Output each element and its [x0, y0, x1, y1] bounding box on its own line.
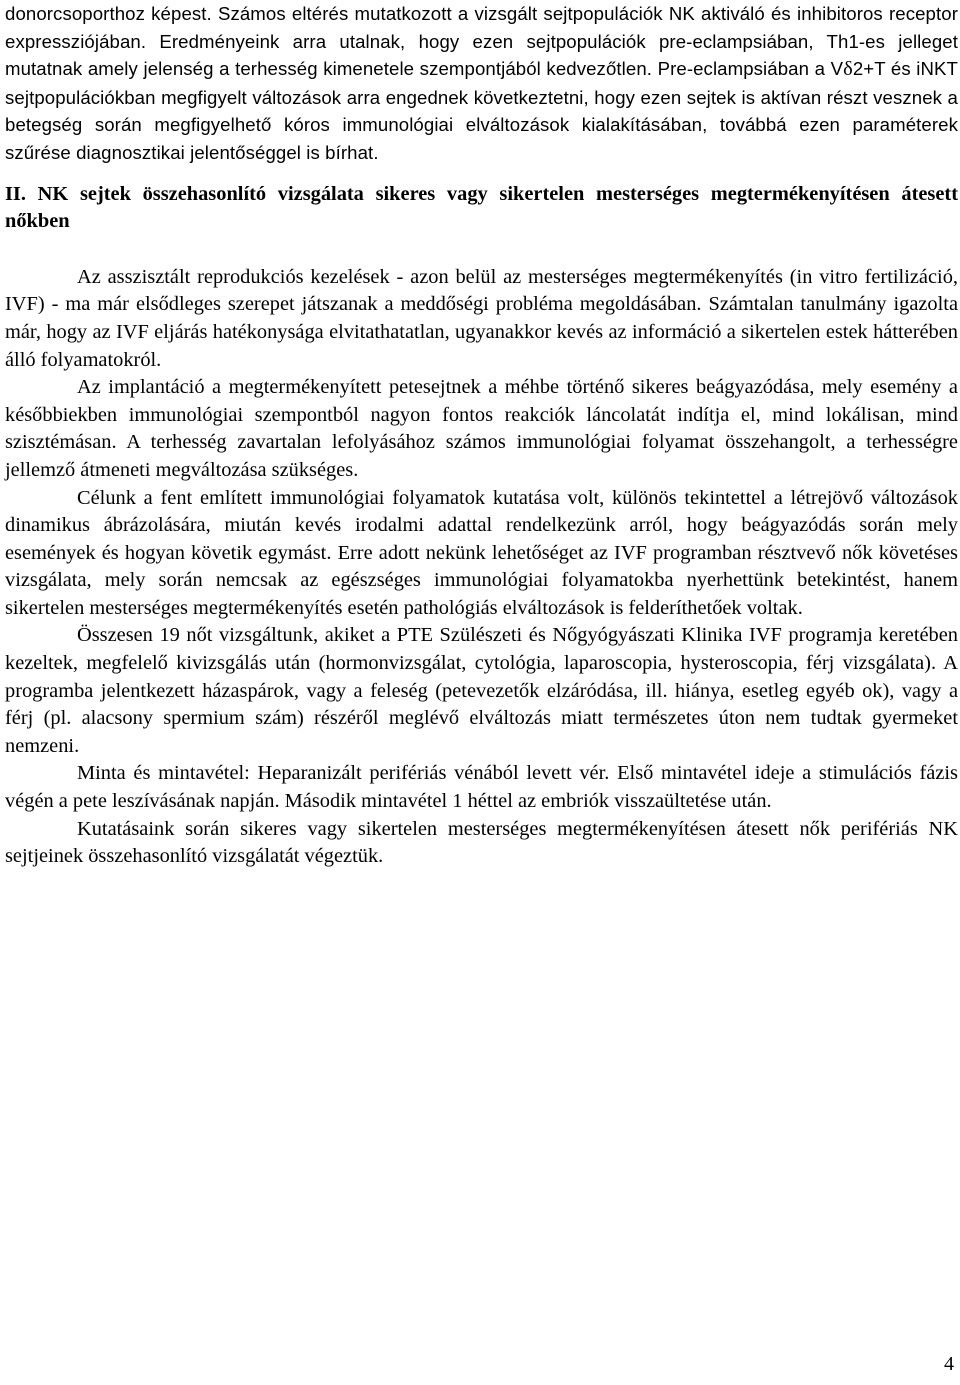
- intro-paragraph: [5, 0, 958, 167]
- paragraph-sampling: Minta és mintavétel: Heparanizált perifériás vénából levett vér. Első mintavétel ideje a stimulációs fázis végén a pete leszívásának napján. Második mintavétel 1 héttel az embriók visszaültetése után.: [5, 762, 958, 813]
- delta-symbol: δ: [843, 58, 853, 81]
- intro-text-tail: 2+T és iNKT sejtpopulációkban megfigyelt változások arra engednek következtetni, hogy ezen sejtek is aktívan részt vesznek a betegség során megfigyelhető kóros immunológiai elváltozások kialakításában, továbbá ezen paraméterek szűrése diagnosztikai jelentőséggel is bírhat.: [5, 58, 958, 163]
- paragraph-research: Kutatásaink során sikeres vagy sikertelen mesterséges megtermékenyítésen átesett nők perifériás NK sejtjeinek összehasonlító vizsgálatát végeztük.: [5, 817, 958, 868]
- paragraph-implantation: Az implantáció a megtermékenyített petesejtnek a méhbe történő sikeres beágyazódása, mely esemény a későbbiekben immunológiai szempontból nagyon fontos reakciók láncolatát indítja el, mind lokálisan, mind szisztémásan. A terhesség zavartalan lefolyásához számos immunológiai folyamat összehangolt, a terhességre jellemző átmeneti megváltozása szükséges.: [5, 376, 958, 481]
- paragraph-subjects: Összesen 19 nőt vizsgáltunk, akiket a PTE Szülészeti és Nőgyógyászati Klinika IVF programja keretében kezeltek, megfelelő kivizsgálás után (hormonvizsgálat, cytológia, laparoscopia, hysteroscopia, férj vizsgálata). A programba jelentkezett házaspárok, vagy a feleség (petevezetők elzáródása, ill. hiánya, esetleg egyéb ok), vagy a férj (pl. alacsony spermium szám) részéről meglévő elváltozás miatt természetes úton nem tudtak gyermeket nemzeni.: [5, 624, 958, 757]
- section-heading: II. NK sejtek összehasonlító vizsgálata sikeres vagy sikertelen mesterséges megtermékenyítésen átesett nőkben: [5, 182, 958, 233]
- paragraph-art: Az asszisztált reprodukciós kezelések - azon belül az mesterséges megtermékenyítés (in vitro fertilizáció, IVF) - ma már elsődleges szerepet játszanak a meddőségi probléma megoldásában. Számtalan tanulmány igazolta már, hogy az IVF eljárás hatékonysága elvitathatatlan, ugyanakkor kevés az információ a sikertelen estek hátterében álló folyamatokról.: [5, 265, 958, 371]
- intro-text: donorcsoporthoz képest. Számos eltérés mutatkozott a vizsgált sejtpopulációk NK aktiváló és inhibitoros receptor expressziójában. Eredményeink arra utalnak, hogy ezen sejtpopulációk pre-eclampsiában, Th1-es jelleget mutatnak amely jelenség a terhesség kimenetele szempontjából kedvezőtlen. Pre-eclampsiában a V: [5, 3, 958, 80]
- page-number: 4: [944, 1353, 954, 1375]
- paragraph-aim: Célunk a fent említett immunológiai folyamatok kutatása volt, különös tekintettel a létrejövő változások dinamikus ábrázolására, miután kevés irodalmi adattal rendelkezünk arról, hogy beágyazódás során mely események és hogyan követik egymást. Erre adott nekünk lehetőséget az IVF programban résztvevő nők követéses vizsgálata, mely során nemcsak az egészséges immunológiai folyamatokba nyerhettünk betekintést, hanem sikertelen mesterséges megtermékenyítés esetén pathológiás elváltozások is felderíthetőek voltak.: [5, 486, 958, 619]
- document-page: [5, 0, 958, 871]
